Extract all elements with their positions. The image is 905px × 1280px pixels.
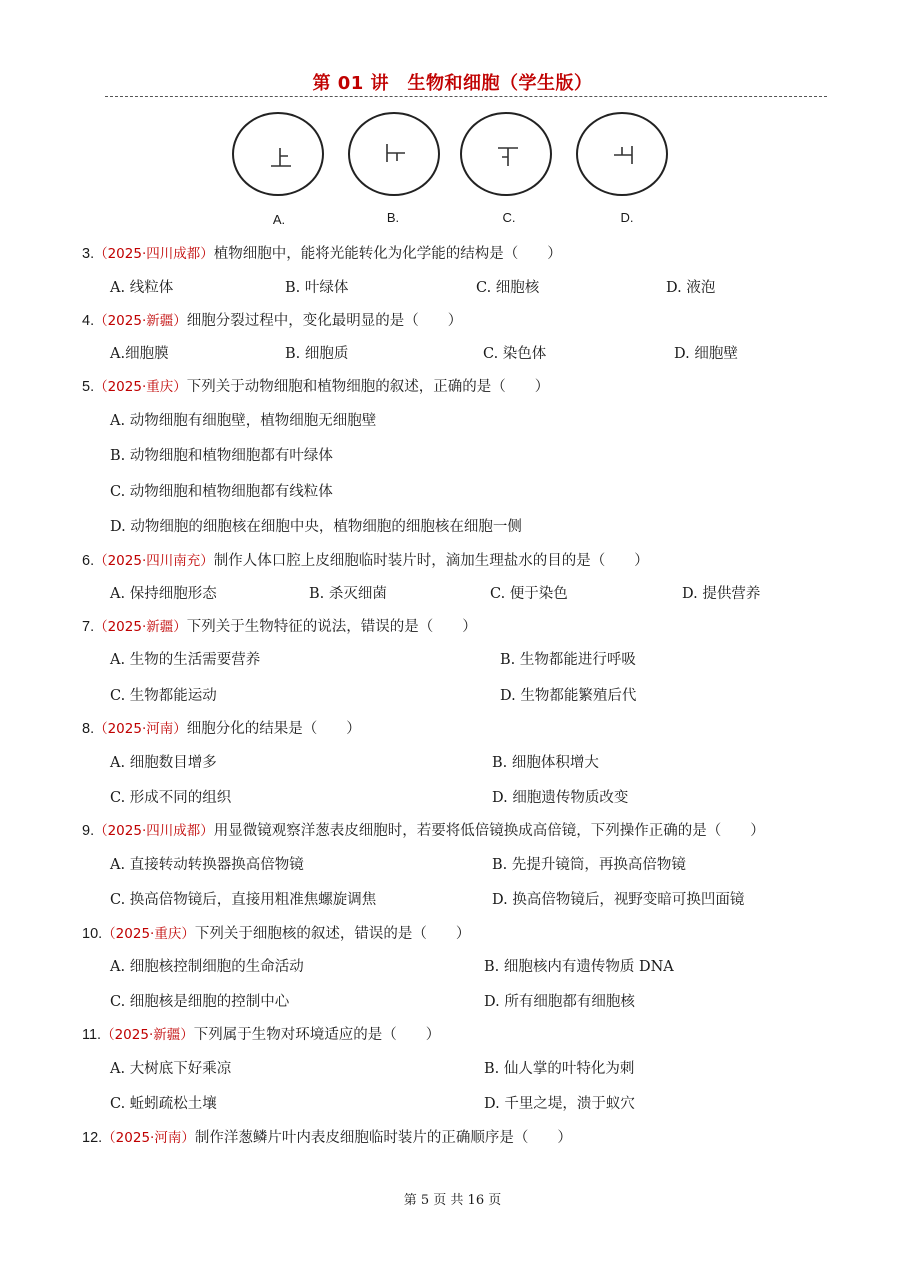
q6-option-b: B. 杀灭细菌	[309, 586, 387, 602]
q7-option-a: A. 生物的生活需要营养	[110, 652, 261, 668]
view-circle-d	[576, 112, 668, 196]
question-7: 7.（2025·新疆）下列关于生物特征的说法，错误的是（ ）	[82, 619, 477, 635]
q11-option-a: A. 大树底下好乘凉	[110, 1061, 232, 1077]
q11-option-d: D. 千里之堤，溃于蚁穴	[484, 1096, 635, 1112]
question-12: 12.（2025·河南）制作洋葱鳞片叶内表皮细胞临时装片的正确顺序是（ ）	[82, 1130, 572, 1146]
q3-option-d: D. 液泡	[666, 280, 716, 296]
q8-option-c: C. 形成不同的组织	[110, 790, 232, 806]
question-4: 4.（2025·新疆）细胞分裂过程中，变化最明显的是（ ）	[82, 313, 463, 329]
view-circle-b	[348, 112, 440, 196]
glyph-shang	[234, 114, 322, 194]
title-divider	[105, 96, 827, 97]
q11-option-c: C. 蚯蚓疏松土壤	[110, 1096, 217, 1112]
q3-option-a: A. 线粒体	[110, 280, 174, 296]
q9-option-a: A. 直接转动转换器换高倍物镜	[110, 857, 304, 873]
q6-option-a: A. 保持细胞形态	[110, 586, 217, 602]
q9-option-b: B. 先提升镜筒，再换高倍物镜	[492, 857, 686, 873]
glyph-rotated-left	[578, 114, 666, 194]
question-11: 11.（2025·新疆）下列属于生物对环境适应的是（ ）	[82, 1027, 441, 1043]
q9-option-d: D. 换高倍物镜后，视野变暗可换凹面镜	[492, 892, 745, 908]
q3-option-c: C. 细胞核	[476, 280, 540, 296]
q8-option-b: B. 细胞体积增大	[492, 755, 599, 771]
figure-option-b: B.	[386, 210, 400, 225]
question-6: 6.（2025·四川南充）制作人体口腔上皮细胞临时装片时，滴加生理盐水的目的是（ ）	[82, 553, 649, 569]
view-circle-a	[232, 112, 324, 196]
question-5: 5.（2025·重庆）下列关于动物细胞和植物细胞的叙述，正确的是（ ）	[82, 379, 550, 395]
microscope-view-figure	[228, 112, 668, 232]
view-circle-c	[460, 112, 552, 196]
q10-option-c: C. 细胞核是细胞的控制中心	[110, 994, 290, 1010]
q6-option-c: C. 便于染色	[490, 586, 568, 602]
q4-option-b: B. 细胞质	[285, 346, 349, 362]
q5-option-b: B. 动物细胞和植物细胞都有叶绿体	[110, 448, 333, 464]
q10-option-b: B. 细胞核内有遗传物质 DNA	[484, 959, 674, 975]
question-9: 9.（2025·四川成都）用显微镜观察洋葱表皮细胞时，若要将低倍镜换成高倍镜，下列操作正确的是（ ）	[82, 823, 765, 839]
q10-option-a: A. 细胞核控制细胞的生命活动	[110, 959, 304, 975]
figure-option-a: A.	[272, 212, 286, 227]
figure-option-c: C.	[502, 210, 516, 225]
page-title: 第 01 讲 生物和细胞（学生版）	[312, 73, 593, 94]
q4-option-d: D. 细胞壁	[674, 346, 738, 362]
q6-option-d: D. 提供营养	[682, 586, 761, 602]
q11-option-b: B. 仙人掌的叶特化为刺	[484, 1061, 635, 1077]
q7-option-d: D. 生物都能繁殖后代	[500, 688, 637, 704]
question-8: 8.（2025·河南）细胞分化的结果是（ ）	[82, 721, 361, 737]
q8-option-a: A. 细胞数目增多	[110, 755, 217, 771]
q7-option-c: C. 生物都能运动	[110, 688, 217, 704]
q3-option-b: B. 叶绿体	[285, 280, 349, 296]
q5-option-a: A. 动物细胞有细胞壁，植物细胞无细胞壁	[110, 413, 377, 429]
question-3: 3.（2025·四川成都）植物细胞中，能将光能转化为化学能的结构是（ ）	[82, 246, 562, 262]
q5-option-c: C. 动物细胞和植物细胞都有线粒体	[110, 484, 333, 500]
q4-option-a: A.细胞膜	[110, 346, 169, 362]
figure-option-d: D.	[620, 210, 634, 225]
q4-option-c: C. 染色体	[483, 346, 547, 362]
q7-option-b: B. 生物都能进行呼吸	[500, 652, 636, 668]
question-10: 10.（2025·重庆）下列关于细胞核的叙述，错误的是（ ）	[82, 926, 471, 942]
glyph-inverted	[462, 114, 550, 194]
q9-option-c: C. 换高倍物镜后，直接用粗准焦螺旋调焦	[110, 892, 377, 908]
page-number: 第 5 页 共 16 页	[403, 1193, 502, 1208]
glyph-rotated-right	[350, 114, 438, 194]
q5-option-d: D. 动物细胞的细胞核在细胞中央，植物细胞的细胞核在细胞一侧	[110, 519, 522, 535]
q10-option-d: D. 所有细胞都有细胞核	[484, 994, 635, 1010]
q8-option-d: D. 细胞遗传物质改变	[492, 790, 629, 806]
